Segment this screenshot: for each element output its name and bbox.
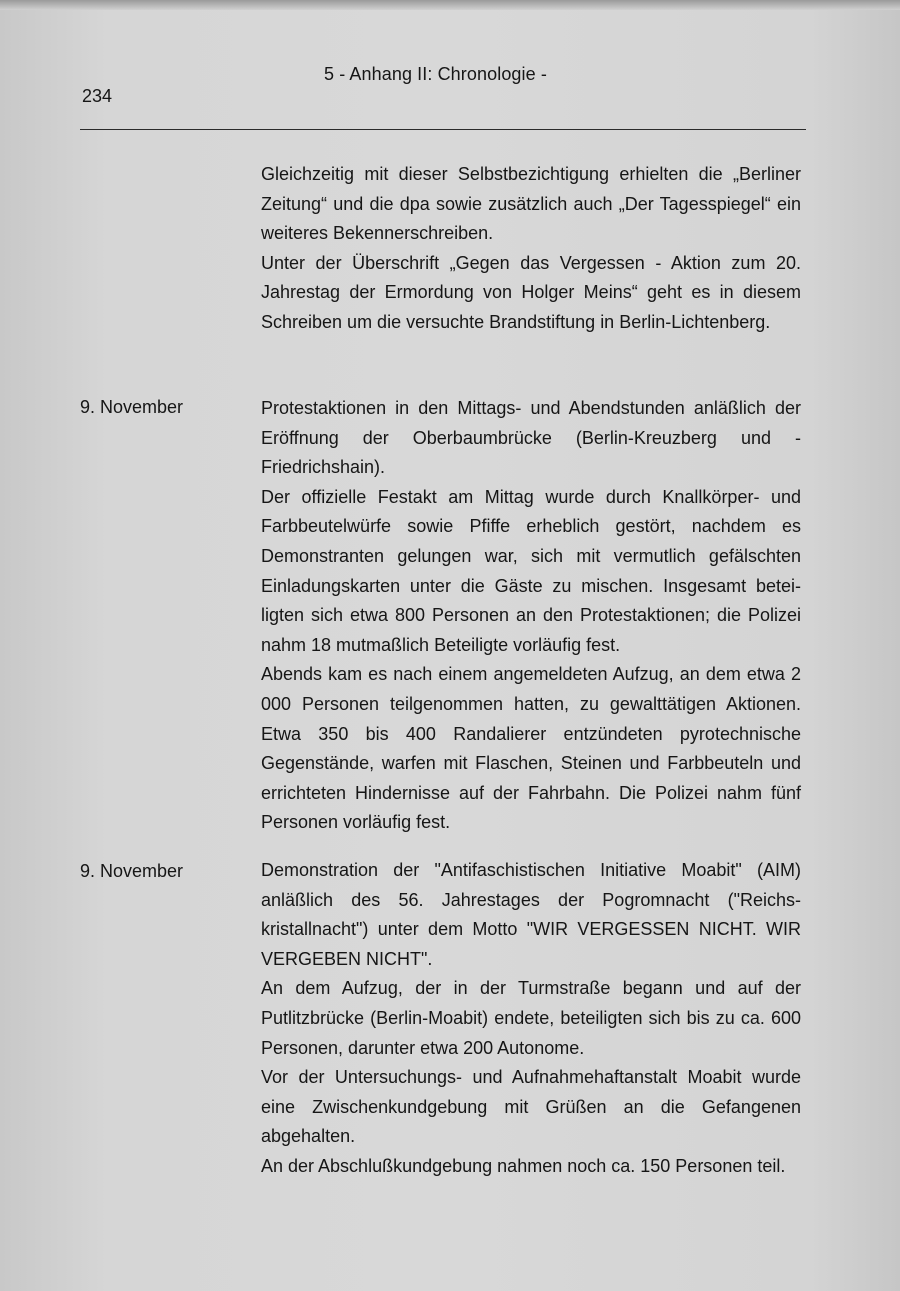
entry-text-block (261, 856, 801, 1182)
paragraph: Gleichzeitig mit dieser Selbstbezichtigung erhielten die „Berliner Zeitung“ und die dpa sowie zusätzlich auch „Der Tagesspiegel“ ein weiteres Bekennerschreiben. (261, 164, 801, 244)
paragraph: Vor der Untersuchungs- und Aufnahmehaftanstalt Moabit wurde eine Zwischenkundgebung mit Grüßen an die Gefangenen abgehalten. (261, 1067, 801, 1147)
entry-text-block (261, 394, 801, 838)
entry-date: 9. November (80, 397, 184, 417)
scan-top-edge (0, 0, 900, 10)
entry-date: 9. November (80, 861, 184, 881)
paragraph: An der Abschlußkundgebung nahmen noch ca. 150 Personen teil. (261, 1155, 786, 1176)
header-rule (80, 129, 806, 130)
paragraph: Demonstration der "Antifaschistischen Initiative Moabit" (AIM) anläßlich des 56. Jahrestages der Pogromnacht ("Reichskristallnacht") unter dem Motto "WIR VERGESSEN NICHT. WIR VERGEBEN NICHT". (261, 860, 801, 969)
paragraph: Abends kam es nach einem angemeldeten Aufzug, an dem etwa 2 000 Personen teilgenommen hatten, zu gewalttätigen Aktionen. Etwa 350 bis 400 Randalierer entzündeten pyrotechnische Gegenstände, warfen mit Flaschen, Steinen und Farbbeuteln und errichteten Hindernisse auf der Fahrbahn. Die Polizei nahm fünf Personen vorläufig fest. (261, 664, 801, 833)
page-number: 234 (82, 86, 113, 106)
paragraph: An dem Aufzug, der in der Turmstraße begann und auf der Putlitzbrücke (Berlin-Moabit) endete, beteiligten sich bis zu ca. 600 Personen, darunter etwa 200 Autonome. (261, 978, 801, 1058)
running-head: 5 - Anhang II: Chronologie - (324, 64, 547, 84)
paragraph: Unter der Überschrift „Gegen das Vergessen - Aktion zum 20. Jahrestag der Ermordung von Holger Meins“ geht es in diesem Schreiben um die versuchte Brandstiftung in Berlin-Lichtenberg. (261, 252, 801, 332)
paragraph: Protestaktionen in den Mittags- und Abendstunden anläßlich der Eröffnung der Oberbaumbrücke (Berlin-Kreuzberg und -Friedrichshain). (261, 398, 801, 478)
intro-text-block (261, 160, 801, 338)
paragraph: Der offizielle Festakt am Mittag wurde durch Knallkörper- und Farbbeutelwürfe sowie Pfiffe erheblich gestört, nachdem es Demonstranten gelungen war, sich mit vermutlich gefälschten Einladungskarten unter die Gäste zu mischen. Insgesamt beteiligten sich etwa 800 Personen an den Protestaktionen; die Polizei nahm 18 mutmaßlich Beteiligte vorläufig fest. (261, 486, 801, 655)
